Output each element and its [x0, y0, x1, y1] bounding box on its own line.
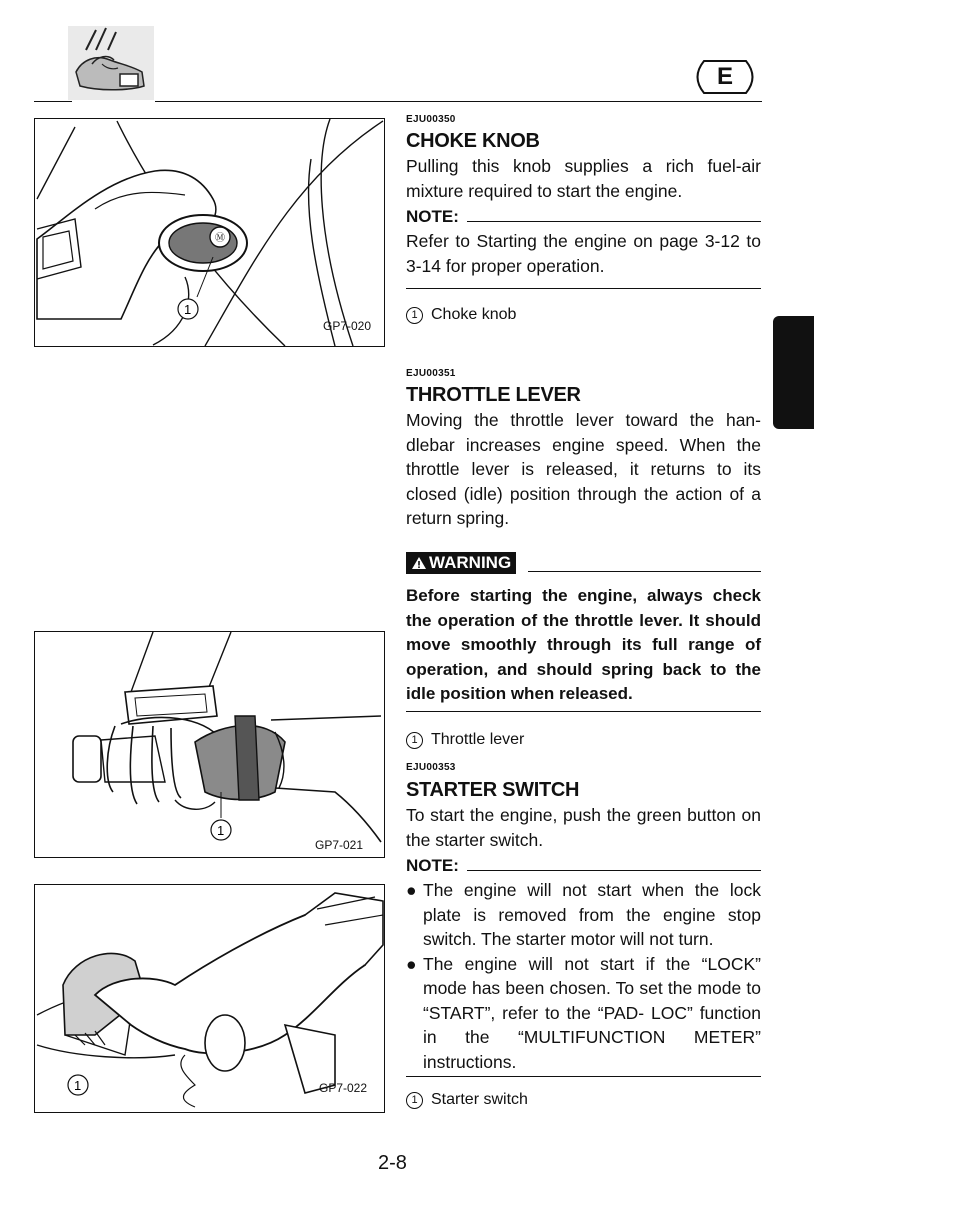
choke-knob-illustration: [35, 119, 384, 346]
starter-note-end-rule: [406, 1076, 761, 1077]
note-header: [406, 207, 761, 227]
section-body: Moving the throttle lever toward the han- dlebar increases engine speed. When the throttle lever is released, it returns to its closed (idle) position through the action of a return spring.: [406, 410, 761, 528]
bullet-text: The engine will not start if the “LOCK” mode has been chosen. To set the mode to “START”, refer to the “PAD- LOC” function in the “MULTIFUNCTION METER” instructions.: [423, 953, 761, 1072]
warning-header: [406, 552, 761, 574]
warning-triangle-icon: [411, 556, 427, 570]
section-body: To start the engine, push the green button on the starter switch.: [406, 805, 761, 850]
section-throttle-lever: [406, 368, 761, 531]
section-code: EJU00353: [406, 762, 456, 773]
warning-label: WARNING: [429, 553, 512, 572]
section-body: Pulling this knob supplies a rich fuel-air mixture required to start the engine.: [406, 156, 761, 201]
figure-throttle-lever: [34, 631, 385, 858]
language-badge-label: E: [716, 63, 733, 90]
note-bullet-list: [406, 878, 761, 1074]
note-label: NOTE:: [406, 207, 459, 226]
choke-note-end-rule: [406, 288, 761, 289]
figure-starter-switch: [34, 884, 385, 1113]
starter-switch-illustration: [35, 885, 384, 1112]
caption-starter-switch: [406, 1091, 528, 1109]
section-code: EJU00351: [406, 368, 456, 379]
caption-number: 1: [406, 307, 423, 324]
figure-choke-knob: [34, 118, 385, 347]
caption-number: 1: [406, 732, 423, 749]
callout-number: 1: [217, 823, 225, 838]
header-rule-left: [34, 101, 72, 102]
section-choke-knob: [406, 114, 761, 278]
note-header: [406, 856, 761, 876]
caption-choke-knob: [406, 306, 516, 324]
caption-text: Throttle lever: [431, 731, 525, 748]
caption-text: Choke knob: [431, 306, 517, 323]
callout-number: 1: [74, 1078, 82, 1093]
section-title: THROTTLE LEVER: [406, 384, 581, 406]
bullet-icon: ●: [406, 953, 417, 974]
bullet-text: The engine will not start when the lock plate is removed from the engine stop switch. The starter motor will not turn.: [423, 880, 761, 949]
bullet-icon: ●: [406, 880, 417, 900]
svg-text:Ⓜ: Ⓜ: [215, 233, 225, 244]
figure-code: GP7-020: [323, 319, 372, 333]
warning-line: [528, 571, 761, 572]
list-item: [406, 878, 761, 952]
warning-text: Before starting the engine, always check the operation of the throttle lever. It should move smoothly through its full range of operation, and should spring back to the idle position when released.: [406, 586, 761, 703]
section-code: EJU00350: [406, 114, 456, 125]
callout-number: 1: [184, 302, 192, 317]
caption-number: 1: [406, 1092, 423, 1109]
note-text: Refer to Starting the engine on page 3-12 to 3-14 for proper operation.: [406, 231, 761, 276]
header-logo: [62, 20, 158, 102]
language-badge: [690, 58, 760, 96]
section-title: STARTER SWITCH: [406, 779, 580, 801]
caption-throttle-lever: [406, 731, 524, 749]
figure-code: GP7-021: [315, 838, 364, 852]
note-line: [467, 870, 761, 871]
page-number: 2-8: [378, 1152, 407, 1174]
note-label: NOTE:: [406, 856, 459, 875]
figure-code: GP7-022: [319, 1081, 368, 1095]
warning-end-rule: [406, 711, 761, 712]
caption-text: Starter switch: [431, 1091, 528, 1108]
chapter-side-tab: [773, 316, 814, 429]
section-title: CHOKE KNOB: [406, 130, 540, 152]
note-line: [467, 221, 761, 222]
section-starter-switch: [406, 762, 761, 1074]
list-item: [406, 952, 761, 1075]
throttle-lever-illustration: [35, 632, 384, 857]
rider-hand-icon: [62, 20, 158, 102]
warning-badge: [406, 552, 516, 574]
header-rule-right: [155, 101, 762, 102]
